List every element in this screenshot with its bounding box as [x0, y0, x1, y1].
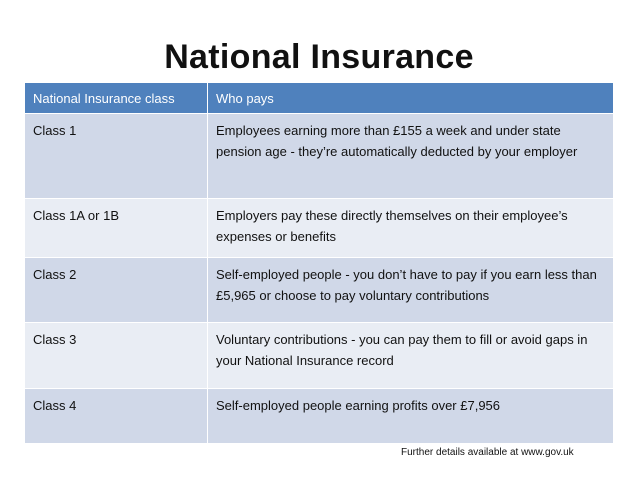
- class-cell: Class 1: [25, 114, 208, 199]
- table-row: [25, 258, 614, 323]
- table-row: [25, 389, 614, 444]
- who-pays-cell: Employers pay these directly themselves on their employee’s expenses or benefits: [208, 199, 614, 258]
- table-header-row: [25, 83, 614, 114]
- column-header-class: National Insurance class: [25, 83, 208, 114]
- footer-note: Further details available at www.gov.uk: [401, 447, 574, 458]
- national-insurance-table: [24, 82, 614, 444]
- class-cell: Class 2: [25, 258, 208, 323]
- who-pays-cell: Employees earning more than £155 a week and under state pension age - they’re automatically deducted by your employer: [208, 114, 614, 199]
- class-cell: Class 3: [25, 323, 208, 389]
- who-pays-cell: Self-employed people - you don’t have to pay if you earn less than £5,965 or choose to pay voluntary contributions: [208, 258, 614, 323]
- class-cell: Class 4: [25, 389, 208, 444]
- page-title: National Insurance: [164, 38, 474, 76]
- table-row: [25, 114, 614, 199]
- table-row: [25, 323, 614, 389]
- class-cell: Class 1A or 1B: [25, 199, 208, 258]
- column-header-who-pays: Who pays: [208, 83, 614, 114]
- who-pays-cell: Voluntary contributions - you can pay them to fill or avoid gaps in your National Insurance record: [208, 323, 614, 389]
- who-pays-cell: Self-employed people earning profits over £7,956: [208, 389, 614, 444]
- table-row: [25, 199, 614, 258]
